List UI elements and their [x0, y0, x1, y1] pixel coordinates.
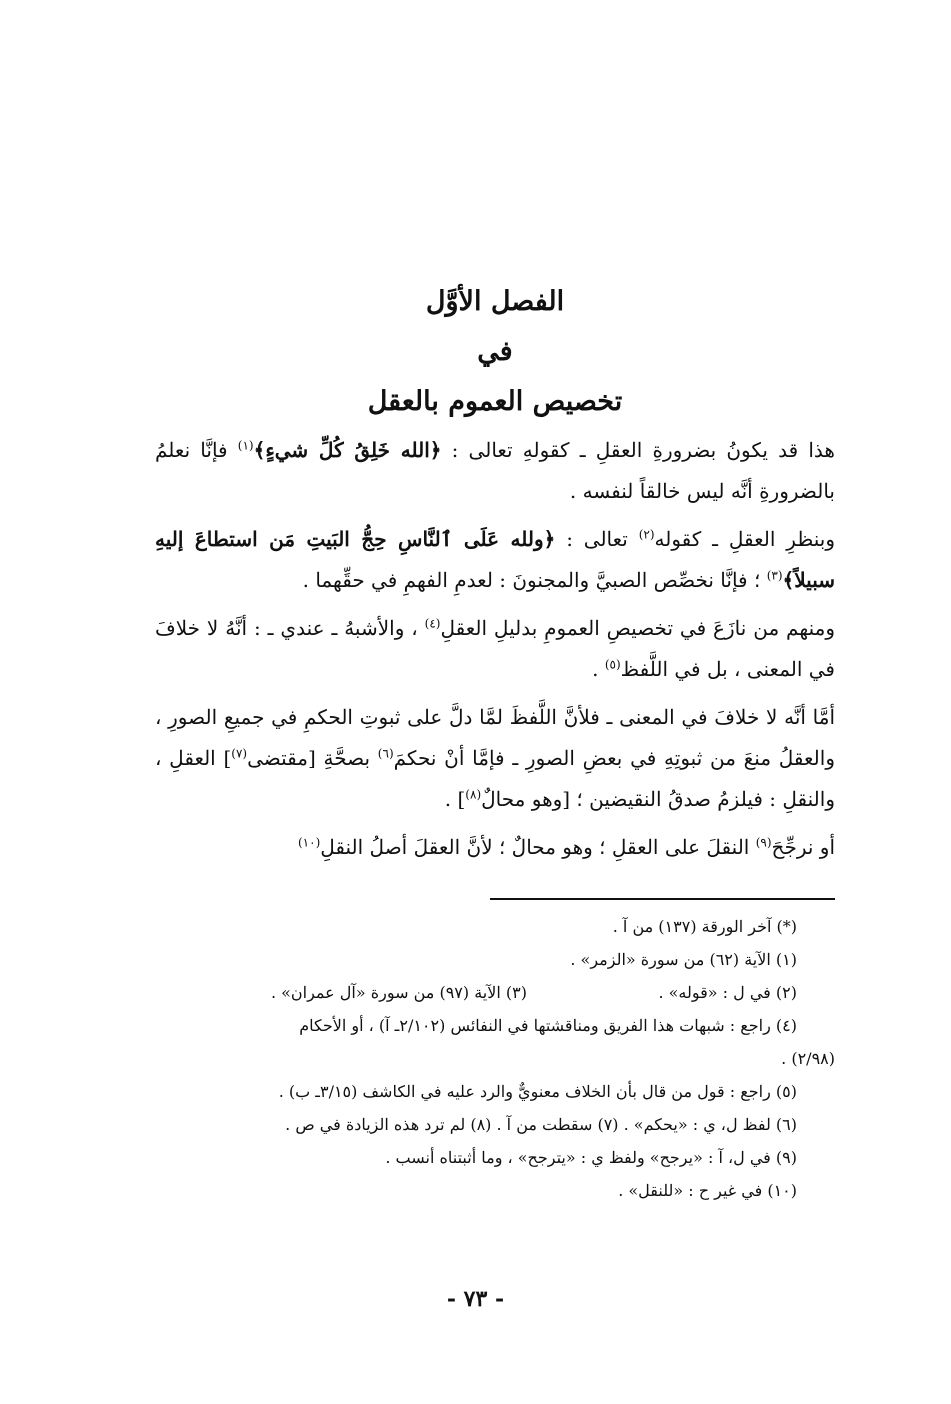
- footnote-4-continued: (٢/٩٨) .: [781, 1049, 835, 1068]
- paragraph-2: [155, 519, 835, 601]
- footnote-ref: (٢): [638, 527, 655, 542]
- paragraph-3: [155, 608, 835, 690]
- footnote-ref: (١٠): [297, 835, 321, 850]
- paragraph-1: [155, 430, 835, 512]
- text-run: ] .: [444, 787, 466, 811]
- footnote-ref: (١): [237, 438, 254, 453]
- footnote-ref: (٩): [755, 835, 772, 850]
- chapter-title: الفصل الأوَّل: [425, 286, 565, 317]
- footnotes: [155, 910, 835, 1207]
- footnote-ref: (٥): [604, 657, 621, 672]
- footnote-3: (٣) الآية (٩٧) من سورة «آل عمران» .: [270, 983, 527, 1002]
- footnote-ref: (٤): [424, 616, 441, 631]
- footnote-5: (٥) راجع : قول من قال بأن الخلاف معنويٌّ والرد عليه في الكاشف (٣/١٥ـ ب) .: [278, 1082, 797, 1101]
- footnote-ref: (٧): [231, 746, 248, 761]
- footnote-ref: (٣): [766, 568, 783, 583]
- footnote-6-7-8: (٦) لفظ ل، ي : «يحكم» . (٧) سقطت من آ . (٨) لم ترد هذه الزيادة في ص .: [285, 1115, 797, 1134]
- text-run: أو نرجِّحَ: [771, 835, 835, 859]
- paragraph-5: [155, 827, 835, 868]
- text-run: ؛ فإنَّا نخصِّص الصبيَّ والمجنونَ : لعدمِ الفهمِ في حقِّهما .: [302, 568, 767, 592]
- footnote-ref: (٦): [377, 746, 394, 761]
- footnote-10: (١٠) في غير ح : «للنقل» .: [618, 1181, 797, 1200]
- paragraph-4: [155, 697, 835, 820]
- text-run: ] العقلِ ، والنقلِ : فيلزمُ صدقُ النقيضين ؛ [وهو محالٌ: [155, 746, 835, 811]
- footnote-2: (٢) في ل : «قوله» .: [658, 983, 797, 1002]
- page-number: - ٧٣ -: [446, 1286, 505, 1312]
- quran-verse: ﴿ولله عَلَى ٱلنَّاسِ حِجُّ البَيتِ مَن استطاعَ إليهِ سبيلاً﴾: [155, 527, 835, 592]
- text-run: وبنظرِ العقلِ ـ كقوله: [654, 527, 835, 551]
- text-run: النقلَ على العقلِ ؛ وهو محالٌ ؛ لأنَّ العقلَ أصلُ النقلِ: [320, 835, 756, 859]
- footnote-star: (*) آخر الورقة (١٣٧) من آ .: [612, 917, 797, 936]
- text-run: تعالى :: [555, 527, 639, 551]
- chapter-connector: في: [477, 336, 513, 367]
- text-run: بصحَّةِ [مقتضى: [247, 746, 378, 770]
- text-run: أمَّا أنَّه لا خلافَ في المعنى ـ فلأنَّ اللَّفظَ لمَّا دلَّ على ثبوتِ الحكمِ في جميعِ الصورِ ، والعقلُ منعَ من ثبوتِهِ في بعضِ الصورِ ـ فإمَّا أنْ نحكمَ: [155, 705, 835, 770]
- footnote-4: (٤) راجع : شبهات هذا الفريق ومناقشتها في النفائس (٢/١٠٢ـ آ) ، أو الأحكام: [299, 1016, 797, 1035]
- text-run: .: [592, 657, 605, 681]
- quran-verse: ﴿الله خَلِقُ كُلِّ شيءٍ﴾: [253, 438, 442, 462]
- text-run: ، والأشبهُ ـ عندي ـ : أنَّهُ لا خلافَ في المعنى ، بل في اللَّفظ: [155, 616, 835, 681]
- footnote-ref: (٨): [465, 787, 482, 802]
- body-text: [155, 430, 835, 868]
- footnote-divider: [490, 898, 835, 900]
- chapter-subtitle: تخصيص العموم بالعقل: [367, 386, 623, 417]
- text-run: ومنهم من نازَعَ في تخصيصِ العمومِ بدليلِ العقلِ: [440, 616, 835, 640]
- footnote-row-2-3: [155, 976, 797, 1009]
- footnote-9: (٩) في ل، آ : «يرجح» ولفظ ي : «يترجح» ، وما أثبتناه أنسب .: [385, 1148, 797, 1167]
- text-run: هذا قد يكونُ بضرورةِ العقلِ ـ كقولهِ تعالى :: [441, 438, 835, 462]
- text-run: فإنَّا نعلمُ بالضرورةِ أنَّه ليس خالقاً لنفسه .: [155, 438, 835, 503]
- footnote-1: (١) الآية (٦٢) من سورة «الزمر» .: [570, 950, 797, 969]
- document-page: [155, 280, 835, 1207]
